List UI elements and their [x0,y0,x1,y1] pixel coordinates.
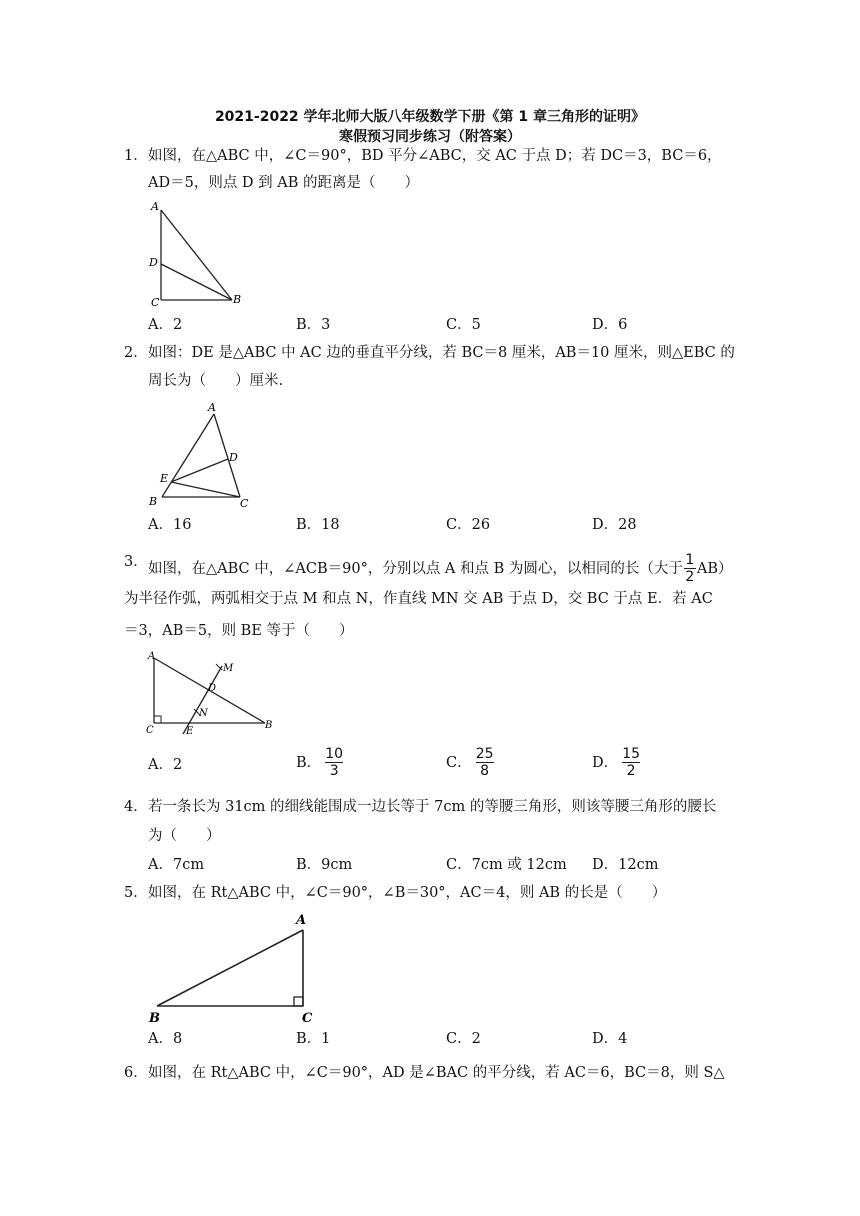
q5-option-a[interactable]: A．8 [148,1031,183,1047]
q2-text-line1: 如图：DE 是△ABC 中 AC 边的垂直平分线，若 BC＝8 厘米，AB＝10 厘米，则△EBC 的 [148,345,735,361]
q2-option-c[interactable]: C．26 [446,517,491,533]
q3-option-b-label: B． [296,754,322,771]
q3-option-b[interactable] [296,746,343,779]
q3-text-line3: ＝3，AB＝5，则 BE 等于（ ） [124,623,354,639]
q1-number: 1． [124,148,148,164]
q2-label-c: C [240,497,249,510]
q5-option-c[interactable]: C．2 [446,1031,481,1047]
q3-label-e: E [186,726,194,737]
q6-text-line1: 如图，在 Rt△ABC 中，∠C＝90°，AD 是∠BAC 的平分线，若 AC＝6，BC＝8，则 S△ [148,1065,725,1081]
q1-option-d[interactable]: D．6 [592,317,628,333]
q3-label-c: C [146,725,154,736]
q4-text-line1: 若一条长为 31cm 的细线能围成一边长等于 7cm 的等腰三角形，则该等腰三角形的腰长 [148,799,717,815]
q3-option-b-denominator: 3 [329,763,339,779]
q1-segment-bd [161,264,232,300]
q2-segment-de [171,459,228,482]
q2-side-ab [162,414,214,497]
q1-option-b[interactable]: B．3 [296,317,331,333]
q3-option-d[interactable] [592,746,640,779]
q4-option-c[interactable]: C．7cm 或 12cm [446,857,567,873]
q1-label-d: D [149,256,158,269]
q1-text-line2: AD＝5，则点 D 到 AB 的距离是（ ） [148,175,420,191]
q2-label-d: D [229,451,238,464]
q2-label-a: A [208,401,216,414]
q1-text-line1: 如图，在△ABC 中，∠C＝90°，BD 平分∠ABC，交 AC 于点 D；若 DC＝3，BC＝6， [148,148,722,164]
q3-half-numerator: 1 [685,552,695,568]
q3-option-c-label: C． [446,754,472,771]
q2-option-d[interactable]: D．28 [592,517,637,533]
q3-figure [140,646,280,740]
q5-figure [140,906,340,1028]
q5-side-ab [157,930,303,1006]
worksheet-title: 2021-2022 学年北师大版八年级数学下册《第 1 章三角形的证明》 [214,109,646,125]
q3-number: 3． [124,554,148,570]
q3-label-n: N [199,708,208,719]
q1-label-a: A [151,200,159,213]
q5-right-angle-mark [294,997,303,1006]
q2-label-e: E [160,472,169,485]
q2-option-b[interactable]: B．18 [296,517,340,533]
q2-text-line2: 周长为（ ）厘米. [148,373,284,389]
q1-label-c: C [151,296,160,309]
q1-option-a[interactable]: A．2 [148,317,183,333]
q1-option-c[interactable]: C．5 [446,317,481,333]
q6-number: 6． [124,1065,148,1081]
q3-label-b: B [265,720,273,731]
q3-option-c[interactable] [446,746,494,779]
q5-label-a: A [296,913,307,928]
q2-option-a[interactable]: A．16 [148,517,192,533]
q5-option-d[interactable]: D．4 [592,1031,628,1047]
q3-label-m: M [223,663,234,674]
q2-label-b: B [149,495,158,508]
q5-text-line1: 如图，在 Rt△ABC 中，∠C＝90°，∠B＝30°，AC＝4，则 AB 的长是（ ） [148,885,667,901]
q4-option-d[interactable]: D．12cm [592,857,659,873]
q3-option-d-denominator: 2 [626,763,636,779]
q3-text-line1-part1: 如图，在△ABC 中，∠ACB＝90°，分别以点 A 和点 B 为圆心，以相同的长（大于 [148,560,683,577]
q1-figure [140,196,260,312]
q3-option-c-denominator: 8 [480,763,490,779]
q3-option-d-label: D． [592,754,619,771]
q2-figure [140,398,260,512]
q3-option-b-numerator: 10 [325,746,344,762]
q4-option-a[interactable]: A．7cm [148,857,205,873]
q3-right-angle-mark [154,716,161,723]
q5-label-b: B [149,1011,160,1026]
worksheet-subtitle: 寒假预习同步练习（附答案） [339,129,521,145]
q3-label-d: D [208,683,217,694]
q5-option-b[interactable]: B．1 [296,1031,331,1047]
q3-option-d-numerator: 15 [622,746,641,762]
q3-text-line2: 为半径作弧，两弧相交于点 M 和点 N，作直线 MN 交 AB 于点 D，交 BC 于点 E．若 AC [124,591,713,607]
q2-segment-ec [171,482,240,497]
q1-side-ab [161,210,232,300]
q1-label-b: B [233,293,242,306]
q3-option-c-numerator: 25 [475,746,494,762]
q3-half-fraction [684,552,696,585]
q3-option-a[interactable]: A．2 [148,757,183,773]
q3-text-line1-part2: AB） [696,560,733,577]
q3-option-c-fraction [476,746,494,779]
q4-option-b[interactable]: B．9cm [296,857,353,873]
q4-text-line2: 为（ ） [148,828,221,844]
q5-number: 5． [124,885,148,901]
q3-label-a: A [148,651,156,662]
q3-option-b-fraction [325,746,343,779]
q3-half-denominator: 2 [685,569,695,585]
q3-line-mn [183,666,222,734]
q2-number: 2． [124,345,148,361]
q3-text-line1 [148,552,733,585]
q5-label-c: C [302,1011,313,1026]
q3-option-d-fraction [622,746,640,779]
q4-number: 4． [124,799,148,815]
